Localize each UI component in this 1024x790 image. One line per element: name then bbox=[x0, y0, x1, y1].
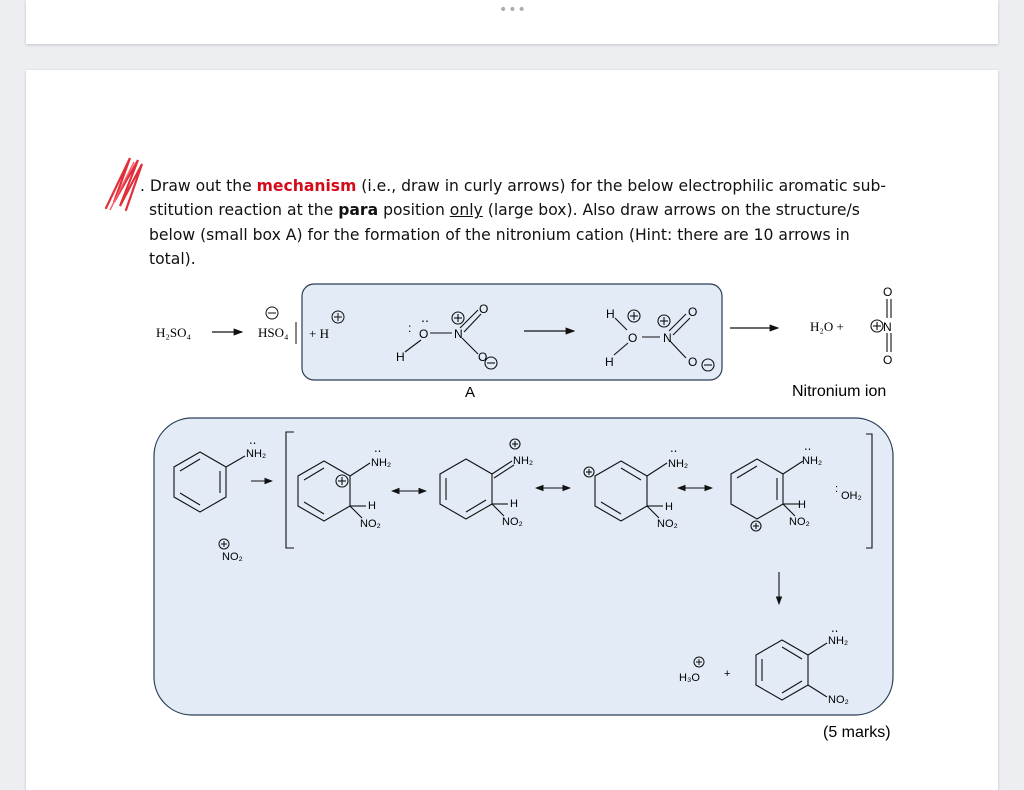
question-text: . Draw out the mechanism (i.e., draw in curly arrows) for the below electrophilic aromatic sub- stitution reaction at the para position only (large box). Also draw arrows on the structure/s below (small box A) for the formation of the nitronium cation (Hint: there are 10 arrows in total). bbox=[140, 177, 887, 269]
svg-text:O: O bbox=[883, 285, 893, 299]
svg-text:H: H bbox=[606, 307, 615, 321]
svg-text:NO₂: NO₂ bbox=[789, 516, 810, 528]
keyword-mechanism: mechanism bbox=[256, 177, 357, 195]
svg-text:NH₂: NH₂ bbox=[668, 458, 689, 470]
svg-text:O: O bbox=[628, 331, 638, 345]
svg-text:NO₂: NO₂ bbox=[502, 516, 523, 528]
svg-text::: : bbox=[835, 483, 839, 495]
hydronium-label: H₃O bbox=[679, 672, 700, 684]
svg-text::: : bbox=[408, 321, 412, 335]
small-box-a bbox=[302, 284, 722, 380]
svg-text:NO₂: NO₂ bbox=[828, 694, 849, 706]
more-horizontal-icon[interactable]: ••• bbox=[499, 2, 527, 18]
svg-text:NH₂: NH₂ bbox=[828, 635, 849, 647]
marks-label: (5 marks) bbox=[823, 724, 891, 741]
plus-h-label: + H bbox=[309, 326, 329, 341]
svg-text:O: O bbox=[688, 355, 698, 369]
water-label: OH₂ bbox=[841, 490, 862, 502]
svg-text:H: H bbox=[368, 500, 376, 512]
o-atom: O bbox=[419, 327, 429, 341]
svg-text:‥: ‥ bbox=[249, 435, 257, 447]
keyword-para: para bbox=[338, 201, 379, 220]
svg-text:‥: ‥ bbox=[670, 443, 678, 455]
svg-text:NH₂: NH₂ bbox=[371, 457, 392, 469]
hso4-label: HSO₄ bbox=[258, 325, 289, 340]
svg-text:+: + bbox=[724, 668, 731, 680]
svg-text:H: H bbox=[605, 355, 614, 369]
h2so4-label: H₂SO₄ bbox=[156, 325, 192, 340]
box-a-label: A bbox=[465, 384, 476, 401]
svg-text:‥: ‥ bbox=[831, 623, 839, 635]
n-atom: N bbox=[454, 327, 463, 341]
svg-text:H: H bbox=[665, 501, 673, 513]
svg-text:O: O bbox=[688, 305, 698, 319]
keyword-only: only bbox=[449, 201, 483, 220]
svg-text:H: H bbox=[798, 499, 806, 511]
svg-text:O: O bbox=[883, 353, 893, 367]
svg-text:NO₂: NO₂ bbox=[360, 518, 381, 530]
svg-text:NO₂: NO₂ bbox=[222, 551, 243, 563]
svg-text:N: N bbox=[883, 320, 892, 334]
svg-text:H: H bbox=[510, 498, 518, 510]
svg-text:H: H bbox=[396, 350, 405, 364]
svg-text:O: O bbox=[479, 302, 489, 316]
svg-text:‥: ‥ bbox=[804, 441, 812, 453]
svg-text:‥: ‥ bbox=[421, 311, 430, 325]
svg-text:O: O bbox=[478, 350, 488, 364]
svg-text:NH₂: NH₂ bbox=[513, 455, 534, 467]
svg-text:‥: ‥ bbox=[374, 443, 382, 455]
svg-text:NH₂: NH₂ bbox=[246, 448, 267, 460]
svg-text:N: N bbox=[663, 331, 672, 345]
svg-text:NO₂: NO₂ bbox=[657, 518, 678, 530]
nitronium-label: Nitronium ion bbox=[792, 383, 887, 400]
water-plus-label: H₂O + bbox=[810, 319, 844, 334]
svg-text:NH₂: NH₂ bbox=[802, 455, 823, 467]
